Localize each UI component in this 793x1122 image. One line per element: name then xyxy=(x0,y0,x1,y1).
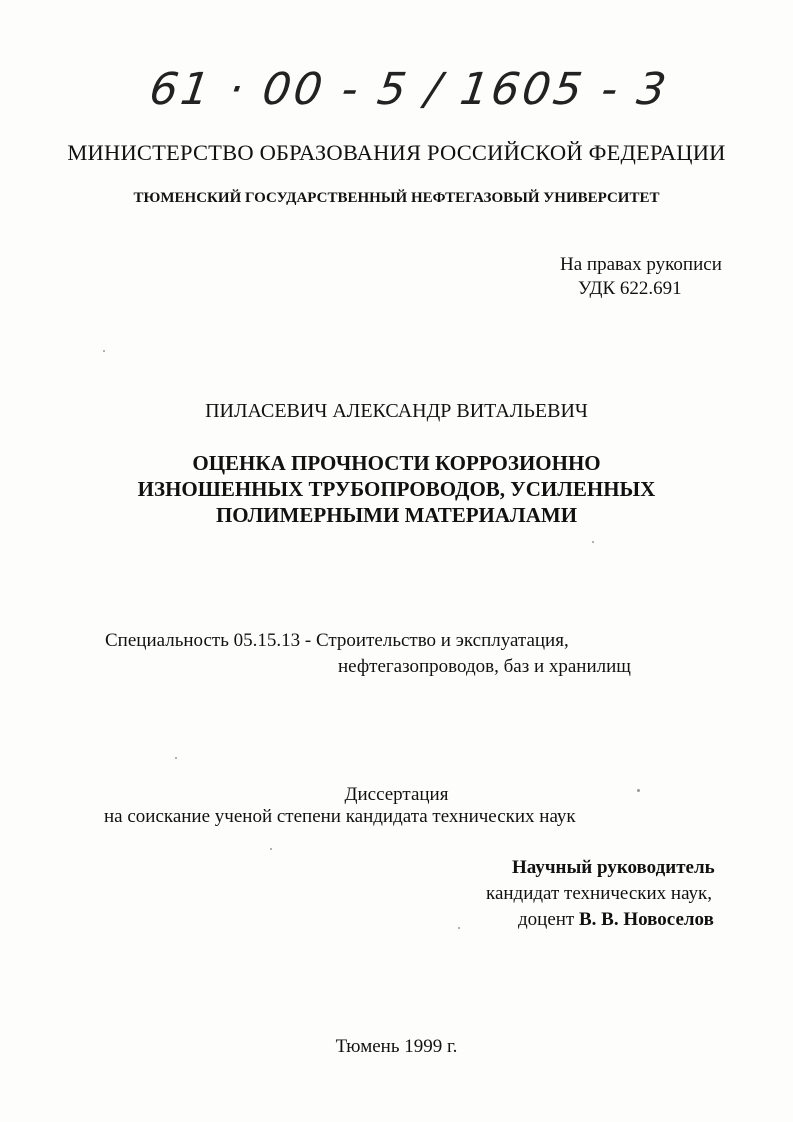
supervisor-heading: Научный руководитель xyxy=(512,857,715,878)
manuscript-rights: На правах рукописи xyxy=(560,254,722,275)
degree-purpose: на соискание ученой степени кандидата технических наук xyxy=(104,806,576,827)
scan-speck xyxy=(175,757,177,759)
university-heading: ТЮМЕНСКИЙ ГОСУДАРСТВЕННЫЙ НЕФТЕГАЗОВЫЙ УНИВЕРСИТЕТ xyxy=(133,190,660,206)
dissertation-label: Диссертация xyxy=(344,784,449,805)
scan-speck xyxy=(103,350,105,352)
scan-speck xyxy=(270,848,272,850)
dissertation-title xyxy=(0,450,793,528)
supervisor-name: В. В. Новоселов xyxy=(579,909,714,930)
handwritten-registration-code: 61 · 00 - 5 / 1605 - 3 xyxy=(146,64,672,115)
specialty-line-2: нефтегазопроводов, баз и хранилищ xyxy=(338,656,631,677)
supervisor-degree: кандидат технических наук, xyxy=(486,883,713,904)
ministry-heading: МИНИСТЕРСТВО ОБРАЗОВАНИЯ РОССИЙСКОЙ ФЕДЕРАЦИИ xyxy=(67,140,726,165)
scan-speck xyxy=(592,541,594,543)
udk-code: УДК 622.691 xyxy=(578,278,682,299)
supervisor-position-line xyxy=(518,909,714,931)
title-line-2: ИЗНОШЕННЫХ ТРУБОПРОВОДОВ, УСИЛЕННЫХ xyxy=(137,477,656,501)
scan-speck xyxy=(458,927,460,929)
title-line-1: ОЦЕНКА ПРОЧНОСТИ КОРРОЗИОННО xyxy=(192,451,601,475)
specialty-line-1: Специальность 05.15.13 - Строительство и эксплуатация, xyxy=(105,630,569,651)
scan-speck xyxy=(637,789,640,792)
author-name: ПИЛАСЕВИЧ АЛЕКСАНДР ВИТАЛЬЕВИЧ xyxy=(205,400,588,422)
city-year: Тюмень 1999 г. xyxy=(335,1036,458,1057)
title-line-3: ПОЛИМЕРНЫМИ МАТЕРИАЛАМИ xyxy=(215,503,578,527)
supervisor-position: доцент xyxy=(518,909,575,930)
